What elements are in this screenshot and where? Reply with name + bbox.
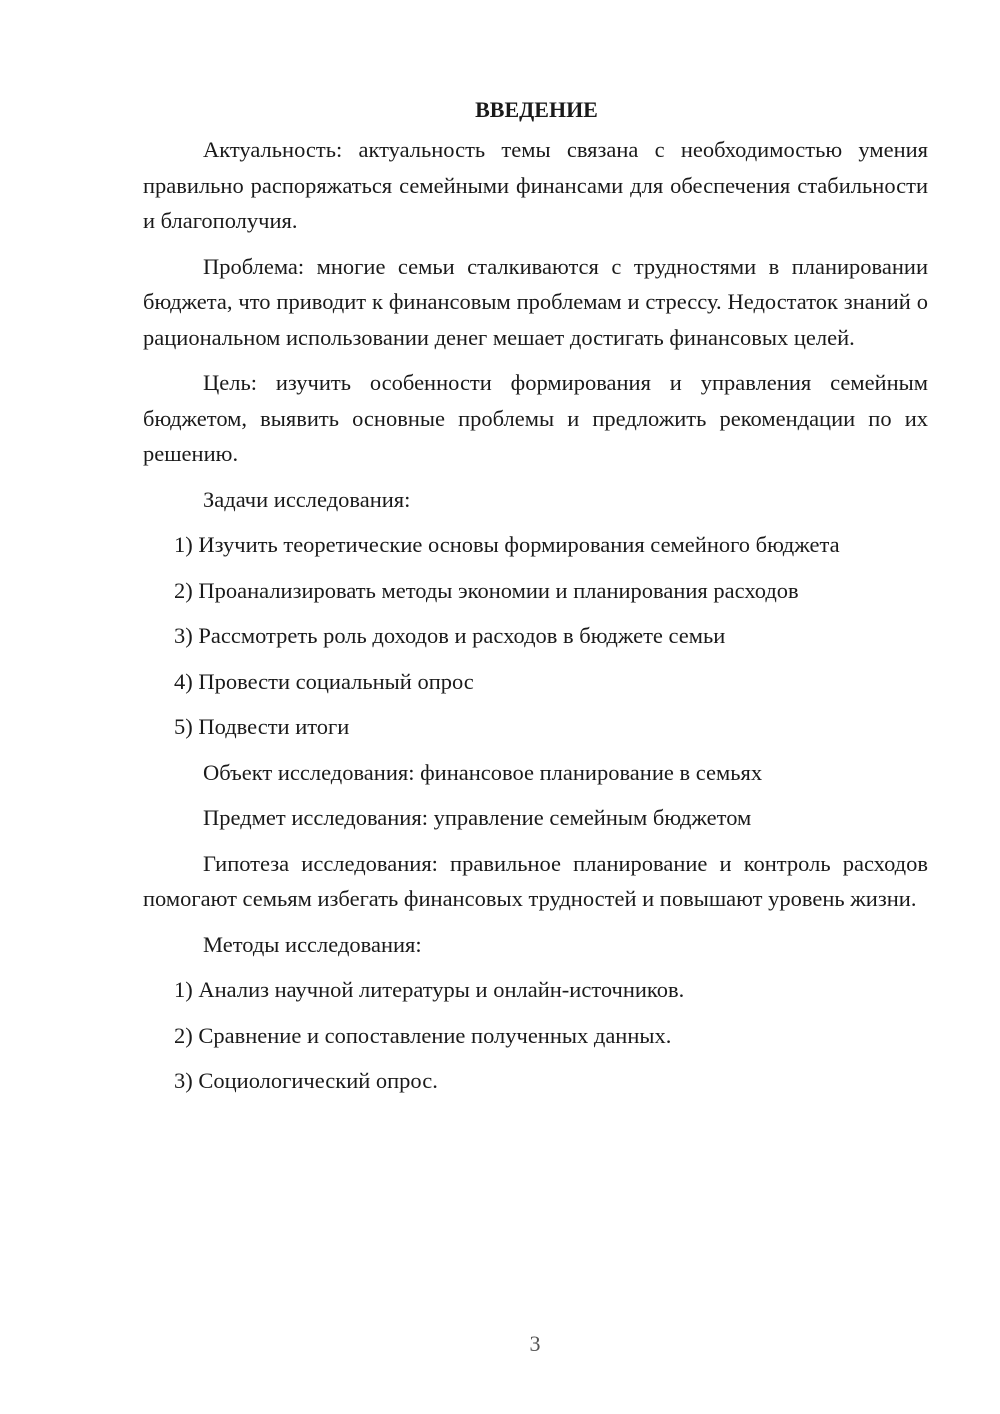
section-title: ВВЕДЕНИЕ: [475, 97, 598, 122]
page-number: 3: [529, 1331, 541, 1356]
task-item: 4) Провести социальный опрос: [174, 668, 474, 694]
subject-line: Предмет исследования: управление семейным бюджетом: [203, 805, 752, 830]
task-item: 2) Проанализировать методы экономии и планирования расходов: [174, 577, 799, 603]
method-item: 3) Социологический опрос.: [174, 1068, 438, 1093]
page-content: [143, 92, 928, 1109]
method-item: 2) Сравнение и сопоставление полученных данных.: [174, 1022, 672, 1048]
problem-paragraph: Проблема: многие семьи сталкиваются с трудностями в планировании бюджета, что приводит к финансовым проблемам и стрессу. Недостаток знаний о рациональном использовании денег мешает достигать финансовых целей.: [143, 253, 928, 350]
hypothesis-paragraph: Гипотеза исследования: правильное планирование и контроль расходов помогают семьям избегать финансовых трудностей и повышают уровень жизни.: [143, 850, 928, 911]
task-item: 3) Рассмотреть роль доходов и расходов в бюджете семьи: [174, 623, 726, 648]
relevance-paragraph: Актуальность: актуальность темы связана с необходимостью умения правильно распоряжаться семейными финансами для обеспечения стабильности и благополучия.: [143, 137, 928, 233]
tasks-heading: Задачи исследования:: [203, 486, 411, 512]
task-item: 1) Изучить теоретические основы формирования семейного бюджета: [174, 532, 840, 557]
object-line: Объект исследования: финансовое планирование в семьях: [203, 759, 763, 785]
method-item: 1) Анализ научной литературы и онлайн-источников.: [174, 977, 685, 1002]
task-item: 5) Подвести итоги: [174, 714, 350, 739]
goal-paragraph: Цель: изучить особенности формирования и управления семейным бюджетом, выявить основные проблемы и предложить рекомендации по их решению.: [143, 370, 928, 466]
methods-heading: Методы исследования:: [203, 931, 422, 957]
